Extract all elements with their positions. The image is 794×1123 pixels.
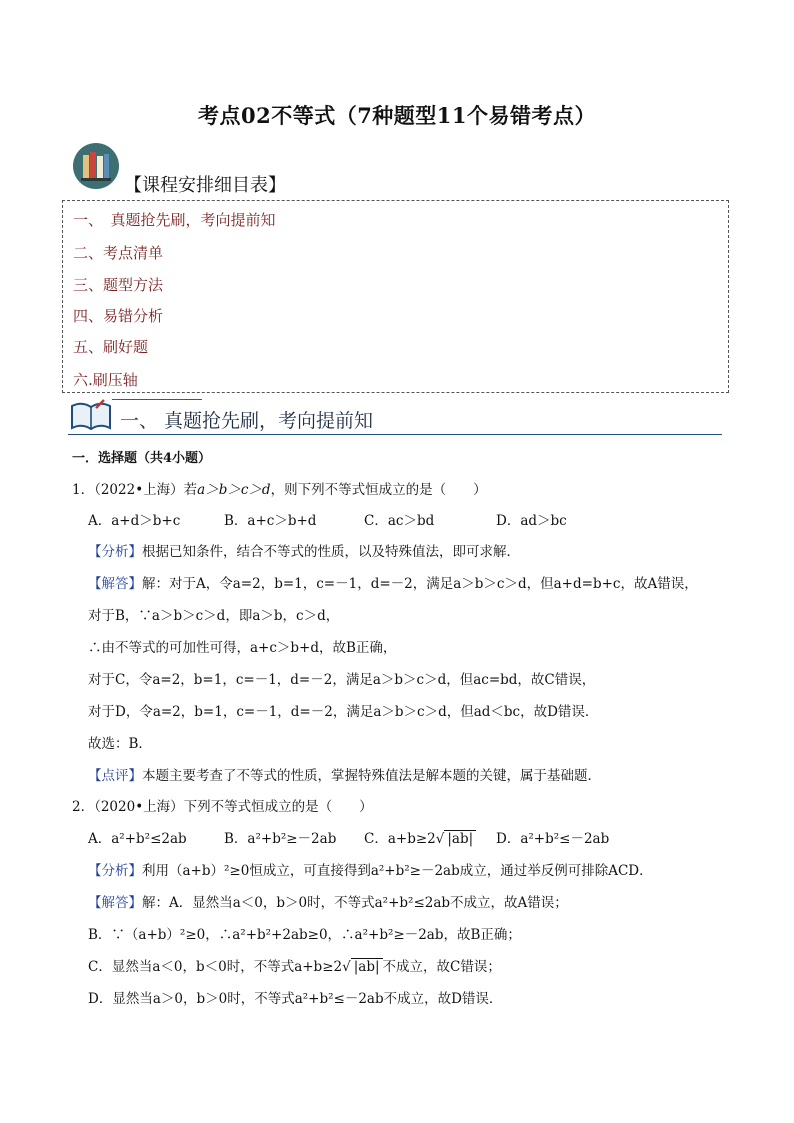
q2-option-b[interactable]: B．a²+b²≥－2ab — [224, 831, 337, 847]
q1-comment: 【点评】本题主要考查了不等式的性质，掌握特殊值法是解本题的关键，属于基础题． — [88, 768, 601, 784]
open-book-icon — [68, 396, 114, 434]
toc-item-3[interactable]: 三、题型方法 — [73, 276, 164, 294]
q1-option-a[interactable]: A．a+d＞b+c — [88, 513, 181, 529]
q1-option-c[interactable]: C．ac＞bd — [364, 513, 435, 529]
toc-item-2[interactable]: 二、考点清单 — [73, 244, 164, 262]
section-underline — [68, 434, 722, 435]
section-title: 一、 真题抢先刷，考向提前知 — [120, 410, 374, 432]
q2-option-c[interactable]: C．a+b≥2√ |ab| — [364, 827, 476, 847]
toc-item-4[interactable]: 四、易错分析 — [73, 307, 164, 325]
q1-solution-line-4: 对于C，令a=2，b=1，c=－1，d=－2，满足a＞b＞c＞d，但ac=bd，故C错误， — [88, 672, 596, 688]
q2-solution-line-4: D．显然当a＞0，b＞0时，不等式a²+b²≤－2ab不成立，故D错误． — [88, 991, 503, 1007]
toc-item-5[interactable]: 五、刷好题 — [73, 338, 149, 356]
page-title: 考点02不等式（7种题型11个易错考点） — [197, 103, 597, 128]
toc-item-6[interactable]: 六.刷压轴 — [73, 371, 138, 389]
q1-option-d[interactable]: D．ad＞bc — [496, 513, 567, 529]
q1-solution-line-2: 对于B，∵a＞b＞c＞d，即a＞b，c＞d， — [88, 608, 340, 624]
q2-solution-line-3: C．显然当a＜0，b＜0时，不等式a+b≥2√ |ab| 不成立，故C错误； — [88, 959, 501, 975]
q1-analysis: 【分析】根据已知条件，结合不等式的性质，以及特殊值法，即可求解． — [88, 544, 520, 560]
q1-solution-line-1: 【解答】解：对于A，令a=2，b=1，c=－1，d=－2，满足a＞b＞c＞d，但a+d=b+c，故A错误， — [88, 576, 698, 592]
q2-analysis: 【分析】利用（a+b）²≥0恒成立，可直接得到a²+b²≥－2ab成立，通过举反例可排除ACD． — [88, 863, 653, 879]
toc-heading: 【课程安排细目表】 — [124, 175, 286, 196]
q1-option-b[interactable]: B．a+c＞b+d — [224, 513, 317, 529]
section-deco-line — [112, 399, 202, 400]
q2-stem: 2．（2020•上海）下列不等式恒成立的是（ ） — [72, 799, 373, 815]
q2-option-a[interactable]: A．a²+b²≤2ab — [88, 831, 187, 847]
q1-solution-line-5: 对于D，令a=2，b=1，c=－1，d=－2，满足a＞b＞c＞d，但ad＜bc，故D错误． — [88, 704, 599, 720]
q2-solution-line-2: B．∵（a+b）²≥0，∴a²+b²+2ab≥0，∴a²+b²≥－2ab，故B正确； — [88, 927, 521, 943]
question-group-heading: 一．选择题（共4小题） — [72, 451, 212, 466]
q2-solution-line-1: 【解答】解：A．显然当a＜0，b＞0时，不等式a²+b²≤2ab不成立，故A错误； — [88, 895, 568, 911]
books-logo-icon — [72, 142, 120, 190]
q2-option-d[interactable]: D．a²+b²≤－2ab — [496, 831, 610, 847]
toc-item-1[interactable]: 一、 真题抢先刷，考向提前知 — [73, 211, 276, 229]
q1-answer: 故选：B． — [88, 736, 152, 752]
q1-stem: 1．（2022•上海）若a＞b＞c＞d，则下列不等式恒成立的是（ ） — [72, 482, 487, 498]
q1-solution-line-3: ∴由不等式的可加性可得，a+c＞b+d，故B正确， — [88, 640, 397, 656]
